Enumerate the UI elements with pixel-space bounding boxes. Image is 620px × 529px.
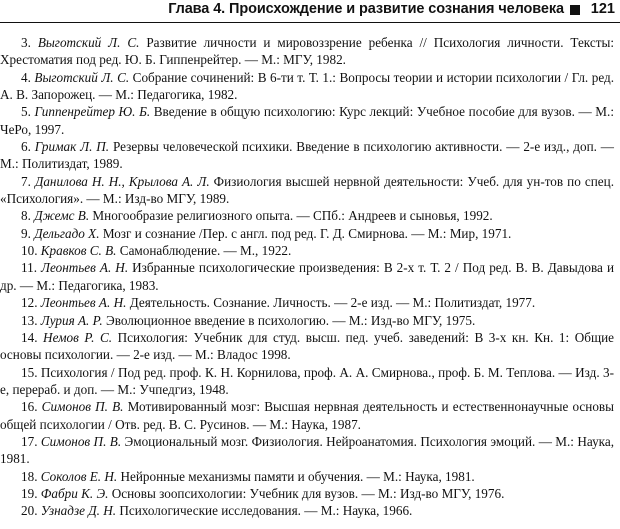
reference-text: Мотивированный мозг: Высшая нервная деятельность и естественнонаучные основы общей психологии / Отв. ред. В. С. Русинов. — М.: Наука, 1987.: [0, 399, 615, 432]
reference-number: 15.: [21, 364, 38, 380]
reference-author: Соколов Е. Н.: [40, 468, 118, 484]
reference-number: 17.: [21, 433, 38, 449]
reference-item: [0, 138, 614, 173]
reference-item: [0, 502, 614, 519]
reference-item: [0, 103, 614, 138]
reference-number: 5.: [21, 104, 31, 120]
reference-number: 19.: [21, 485, 38, 501]
reference-text: Избранные психологические произведения: В 2-х т. Т. 2 / Под ред. В. В. Давыдова и др. — М.: Педагогика, 1983.: [0, 260, 614, 293]
reference-number: 4.: [21, 69, 31, 85]
reference-number: 18.: [21, 468, 38, 484]
reference-number: 14.: [21, 329, 38, 345]
reference-text: Психологические исследования. — М.: Наука, 1966.: [116, 503, 413, 519]
reference-number: 10.: [21, 243, 38, 259]
reference-item: [0, 468, 614, 485]
running-header: [0, 0, 620, 23]
reference-author: Гиппенрейтер Ю. Б.: [34, 104, 151, 120]
reference-item: [0, 34, 614, 69]
reference-item: [0, 259, 614, 294]
reference-item: [0, 173, 614, 208]
reference-text: Эволюционное введение в психологию. — М.: Изд-во МГУ, 1975.: [102, 312, 476, 328]
reference-text: Собрание сочинений: В 6-ти т. Т. 1.: Вопросы теории и истории психологии / Гл. ред. А. В. Запорожец. — М.: Педагогика, 1982.: [0, 69, 615, 103]
reference-author: Данилова Н. Н., Крылова А. Л.: [34, 173, 210, 189]
reference-text: Мозг и сознание /Пер. с англ. под ред. Г. Д. Смирнова. — М.: Мир, 1971.: [99, 225, 512, 241]
square-bullet-icon: [570, 5, 580, 15]
reference-text: Деятельность. Сознание. Личность. — 2-е изд. — М.: Политиздат, 1977.: [126, 295, 536, 311]
reference-number: 3.: [21, 35, 31, 50]
reference-number: 12.: [21, 295, 38, 311]
reference-author: Гримак Л. П.: [34, 139, 110, 155]
reference-author: Лурия А. Р.: [40, 312, 103, 328]
reference-author: Узнадзе Д. Н.: [40, 503, 117, 519]
reference-item: [0, 312, 614, 329]
reference-text: Резервы человеческой психики. Введение в психологию активности. — 2-е изд., доп. — М.: Политиздат, 1989.: [0, 139, 614, 172]
reference-author: Леонтьев А. Н.: [40, 295, 127, 311]
reference-number: 8.: [21, 208, 31, 224]
reference-author: Джемс В.: [34, 208, 90, 224]
page-number: 121: [590, 1, 615, 17]
reference-item: [0, 242, 614, 259]
reference-author: Выготский Л. С.: [34, 69, 130, 85]
reference-text: Физиология высшей нервной деятельности: Учеб. для ун-тов по спец. «Психология». — М.: Изд-во МГУ, 1989.: [0, 173, 615, 207]
reference-item: [0, 225, 614, 242]
chapter-title: Глава 4. Происхождение и развитие сознания человека: [168, 1, 564, 17]
reference-item: [0, 69, 614, 104]
reference-list: [0, 34, 614, 520]
reference-item: [0, 433, 614, 468]
reference-item: [0, 294, 614, 311]
reference-author: Фабри К. Э.: [40, 485, 109, 501]
reference-text: Самонаблюдение. — М., 1922.: [116, 243, 292, 259]
reference-text: Нейронные механизмы памяти и обучения. — М.: Наука, 1981.: [117, 468, 475, 484]
reference-author: Дельгадо Х.: [34, 225, 100, 241]
reference-number: 16.: [21, 399, 38, 415]
reference-author: Симонов П. В.: [40, 433, 122, 449]
reference-text: Эмоциональный мозг. Физиология. Нейроанатомия. Психология эмоций. — М.: Наука, 1981.: [0, 433, 615, 467]
reference-item: [0, 398, 614, 433]
reference-author: Леонтьев А. Н.: [41, 260, 129, 276]
reference-number: 20.: [21, 503, 38, 519]
reference-number: 11.: [21, 260, 37, 276]
reference-number: 9.: [21, 225, 31, 241]
reference-number: 7.: [21, 173, 31, 189]
reference-text: Развитие личности и мировоззрение ребенка // Психология личности. Тексты: Хрестоматия под ред. Ю. Б. Гиппенрейтер. — М.: МГУ, 1982.: [0, 35, 615, 68]
reference-author: Кравков С. В.: [40, 243, 117, 259]
reference-text: Введение в общую психологию: Курс лекций: Учебное пособие для вузов. — М.: ЧеРо, 1997.: [0, 104, 614, 137]
reference-author: Симонов П. В.: [41, 399, 124, 415]
reference-text: Психология: Учебник для студ. высш. пед. учеб. заведений: В 3-х кн. Кн. 1: Общие основы психологии. — 2-е изд. — М.: Владос 1998.: [0, 329, 615, 363]
reference-text: Психология / Под ред. проф. К. Н. Корнилова, проф. А. А. Смирнова., проф. Б. М. Теплова. — Изд. 3-е, перераб. и доп. — М.: Учпедгиз, 1948.: [0, 364, 615, 397]
reference-item: [0, 329, 614, 364]
reference-text: Многообразие религиозного опыта. — СПб.: Андреев и сыновья, 1992.: [89, 208, 493, 224]
reference-item: [0, 485, 614, 502]
reference-text: Основы зоопсихологии: Учебник для вузов. — М.: Изд-во МГУ, 1976.: [108, 485, 505, 501]
reference-item: [0, 364, 614, 399]
reference-item: [0, 207, 614, 224]
reference-author: Выготский Л. С.: [37, 35, 140, 50]
reference-author: Немов Р. С.: [43, 329, 113, 345]
reference-number: 6.: [21, 139, 31, 155]
reference-number: 13.: [21, 312, 38, 328]
